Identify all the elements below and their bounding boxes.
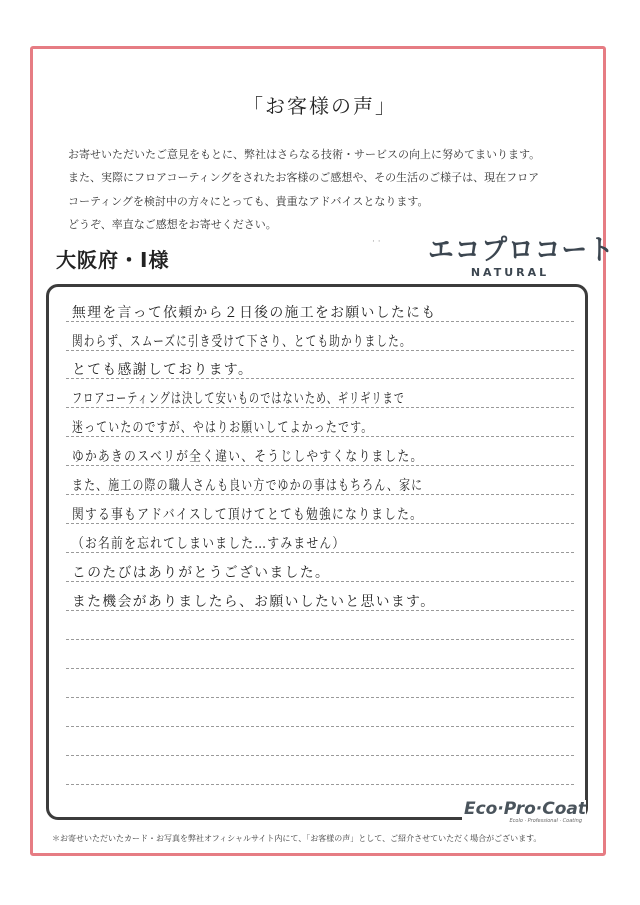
logo-main-text: エコプロコート xyxy=(428,233,615,266)
ruled-line xyxy=(66,726,574,727)
handwritten-line: また機会がありましたら、お願いしたいと思います。 xyxy=(72,594,436,610)
handwritten-line: 関わらず、スムーズに引き受けて下さり、とても助かりました。 xyxy=(72,334,412,350)
eco-pro-coat-logo xyxy=(428,233,615,279)
handwritten-line: 無理を言って依頼から２日後の施工をお願いしたにも xyxy=(72,305,437,321)
handwritten-line: フロアコーティングは決して安いものではないため、ギリギリまで xyxy=(72,391,405,407)
eco-pro-coat-brand xyxy=(462,800,586,824)
handwritten-line: 迷っていたのですが、やはりお願いしてよかったです。 xyxy=(72,420,374,436)
intro-line: どうぞ、率直なご感想をお寄せください。 xyxy=(68,218,277,232)
ruled-line xyxy=(66,784,574,785)
ruled-line xyxy=(66,755,574,756)
dot-mark: · · xyxy=(372,237,381,247)
handwritten-line: 関する事もアドバイスして頂けてとても勉強になりました。 xyxy=(72,507,424,523)
intro-text xyxy=(68,143,588,237)
intro-line: コーティングを検討中の方々にとっても、貴重なアドバイスとなります。 xyxy=(68,194,429,208)
intro-line: お寄せいただいたご意見をもとに、弊社はさらなる技術・サービスの向上に努めてまいります。 xyxy=(68,148,541,161)
brand-sub-text: Ecolo · Professional · Coating xyxy=(509,818,582,824)
handwritten-line: また、施工の際の職人さんも良い方でゆかの事はもちろん、家に xyxy=(72,478,424,494)
customer-name: 大阪府・I様 xyxy=(56,248,170,272)
ruled-line xyxy=(66,668,574,669)
handwritten-line: このたびはありがとうございました。 xyxy=(72,565,331,581)
intro-line: また、実際にフロアコーティングをされたお客様のご感想や、その生活のご様子は、現在フロア xyxy=(68,171,540,185)
logo-sub-text: NATURAL xyxy=(470,266,550,279)
handwritten-line: とても感謝しております。 xyxy=(72,362,254,378)
handwritten-line: ゆかあきのスベリが全く違い、そうじしやすくなりました。 xyxy=(72,449,424,465)
handwritten-line: （お名前を忘れてしまいました…すみません） xyxy=(72,536,346,552)
brand-main-text: Eco·Pro·Coat xyxy=(463,799,586,819)
ruled-line xyxy=(66,639,574,640)
ruled-line xyxy=(66,697,574,698)
page-title: 「お客様の声」 xyxy=(243,94,397,118)
footnote: ＊お寄せいただいたカード・お写真を弊社オフィシャルサイト内にて、「お客様の声」として、ご紹介させていただく場合がございます。 xyxy=(52,834,542,843)
